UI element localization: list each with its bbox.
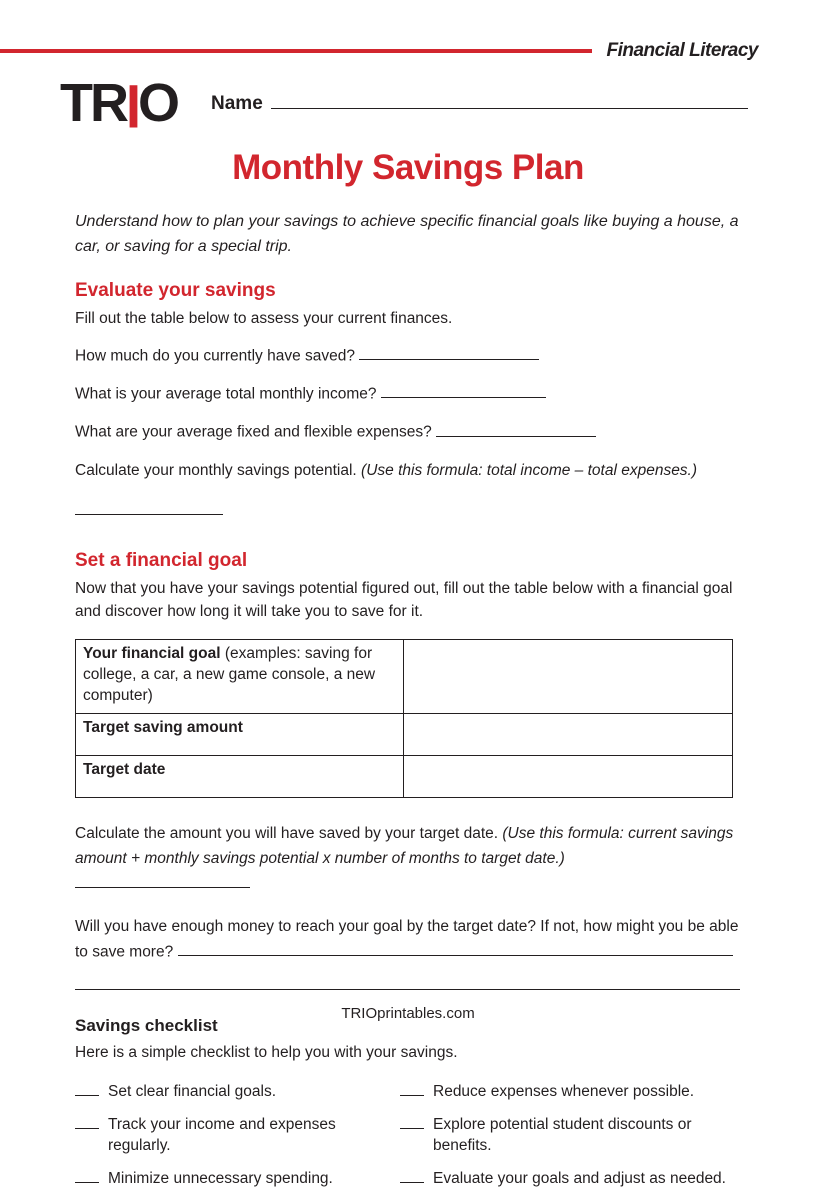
goal-label-bold: Your financial goal [83, 645, 221, 663]
calc-amount-formula: (Use this formula: current savings amount + monthly savings potential x number of months to target date.) [75, 825, 734, 868]
checklist-item [75, 1080, 400, 1102]
target-amount-label-cell [76, 714, 404, 756]
checklist-heading: Savings checklist [75, 1015, 218, 1035]
checklist-item [75, 1168, 400, 1190]
question-expenses-label: What are your average fixed and flexible expenses? [75, 423, 432, 441]
savings-potential-answer-row [75, 499, 740, 520]
checklist-item-label: Set clear financial goals. [108, 1082, 277, 1100]
answer-blank-line [359, 344, 539, 360]
enough-money-text: Will you have enough money to reach your goal by the target date? If not, how might you be able to save more? [75, 917, 739, 960]
question-savings-potential-label: Calculate your monthly savings potential. [75, 461, 357, 479]
checklist-item-label: Evaluate your goals and adjust as needed. [433, 1170, 726, 1188]
target-date-answer-cell [404, 756, 733, 798]
category-tag: Financial Literacy [606, 40, 758, 61]
checklist-item-label: Minimize unnecessary spending. [108, 1170, 333, 1188]
goal-label-cell [76, 640, 404, 714]
goal-subtext: Now that you have your savings potential figured out, fill out the table below with a financial goal and discover how long it will take you to save for it. [75, 579, 733, 621]
logo-text-i: I [125, 72, 138, 141]
evaluate-subtext: Fill out the table below to assess your current finances. [75, 309, 453, 327]
logo-text-o: O [138, 73, 178, 133]
financial-goal-table [75, 639, 733, 798]
savings-potential-formula: (Use this formula: total income – total expenses.) [361, 461, 698, 479]
question-saved-label: How much do you currently have saved? [75, 347, 356, 365]
checklist-item [400, 1113, 740, 1156]
table-row-financial-goal [76, 640, 733, 714]
name-blank-line [271, 91, 748, 108]
calc-amount-paragraph [75, 822, 740, 897]
checklist-item [400, 1168, 740, 1190]
checkbox-blank-line [75, 1168, 99, 1184]
page-title: Monthly Savings Plan [232, 148, 584, 187]
checkbox-blank-line [400, 1168, 424, 1184]
enough-money-paragraph [75, 915, 740, 965]
question-savings-potential [75, 459, 740, 483]
checklist-subtext: Here is a simple checklist to help you with your savings. [75, 1043, 458, 1061]
checklist-item-label: Reduce expenses whenever possible. [433, 1082, 695, 1100]
checkbox-blank-line [75, 1113, 99, 1129]
table-row-target-date [76, 756, 733, 798]
checkbox-blank-line [400, 1080, 424, 1096]
content [75, 210, 740, 1190]
trio-logo [60, 72, 178, 141]
answer-blank-line-full [75, 989, 740, 990]
answer-blank-line [75, 872, 250, 888]
target-amount-label-bold: Target saving amount [83, 719, 243, 737]
goal-answer-cell [404, 640, 733, 714]
checkbox-blank-line [400, 1113, 424, 1129]
question-income-label: What is your average total monthly income? [75, 385, 377, 403]
answer-blank-line [178, 940, 733, 956]
checkbox-blank-line [75, 1080, 99, 1096]
logo-row [60, 72, 748, 141]
section-heading-evaluate: Evaluate your savings [75, 279, 276, 301]
checklist-item-label: Track your income and expenses regularly. [108, 1115, 336, 1154]
answer-blank-line [75, 499, 223, 515]
answer-blank-line [381, 382, 546, 398]
question-income [75, 382, 740, 406]
name-field-group [211, 91, 748, 114]
header [0, 0, 816, 62]
question-expenses [75, 420, 740, 444]
calc-amount-text: Calculate the amount you will have saved by your target date. [75, 825, 499, 843]
header-rule [0, 49, 592, 53]
name-label: Name [211, 92, 263, 114]
intro-paragraph: Understand how to plan your savings to achieve specific financial goals like buying a house, a car, or saving for a special trip. [75, 213, 739, 255]
target-amount-answer-cell [404, 714, 733, 756]
target-date-label-bold: Target date [83, 761, 166, 779]
answer-blank-line [436, 420, 596, 436]
checklist-item [75, 1113, 400, 1156]
logo-text-tr: TR [60, 73, 126, 133]
checklist-grid [75, 1080, 740, 1190]
footer-url: TRIOprintables.com [341, 1005, 475, 1022]
goal-label-rest: (examples: saving for college, a car, a new game console, a new computer) [83, 645, 376, 705]
checklist-item-label: Explore potential student discounts or benefits. [433, 1115, 692, 1154]
table-row-target-amount [76, 714, 733, 756]
checklist-item [400, 1080, 740, 1102]
target-date-label-cell [76, 756, 404, 798]
section-heading-goal: Set a financial goal [75, 549, 248, 571]
question-saved [75, 344, 740, 368]
